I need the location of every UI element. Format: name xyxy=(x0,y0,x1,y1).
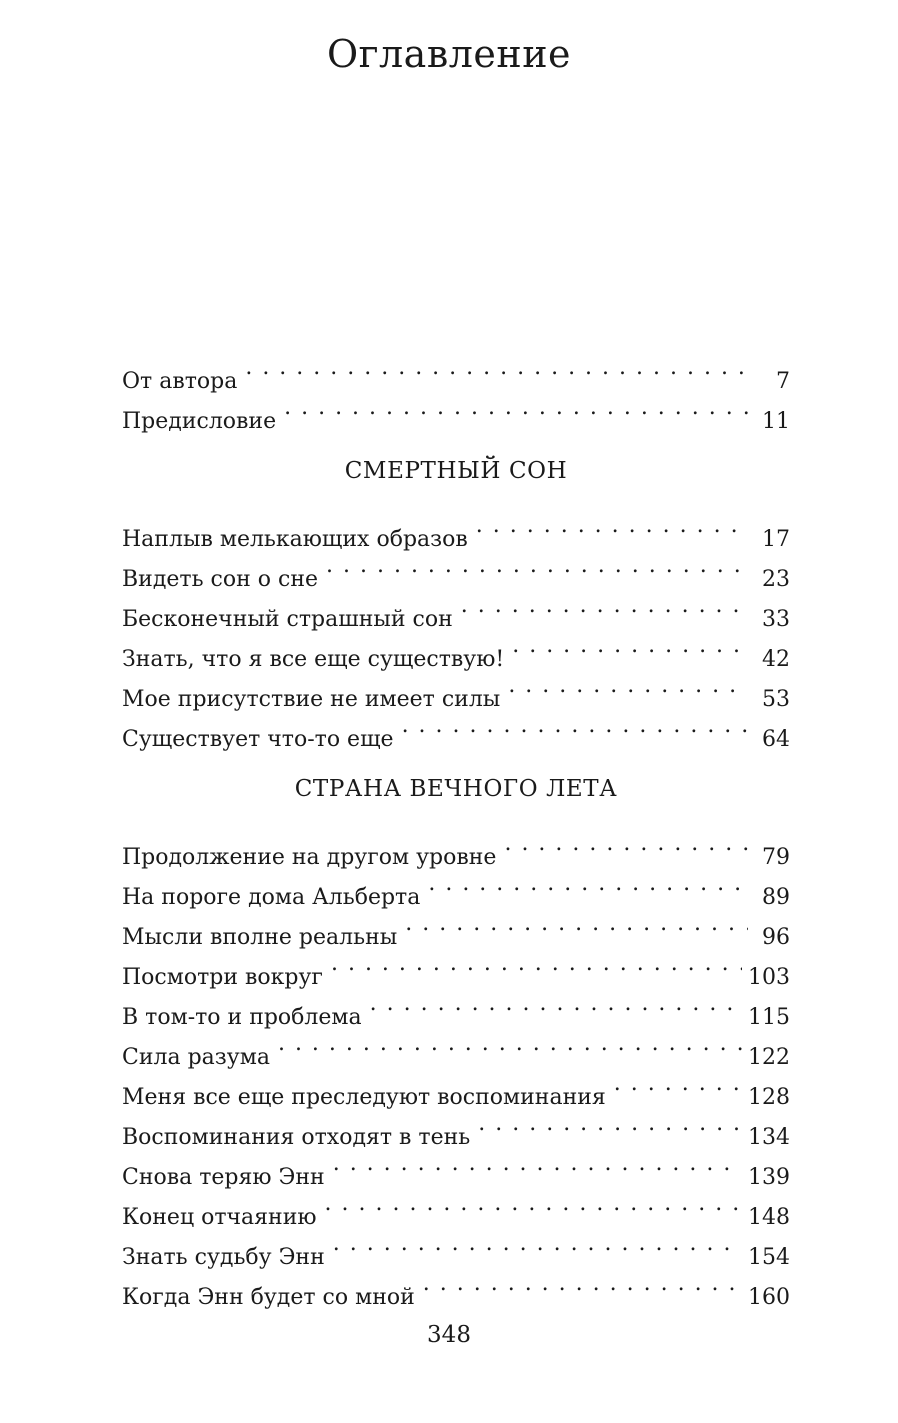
dot-leader xyxy=(333,1144,742,1184)
toc-entry-title: Конец отчаянию xyxy=(122,1205,317,1230)
dot-leader xyxy=(504,824,748,864)
dot-leader xyxy=(333,1224,742,1264)
toc-entry-title: Мое присутствие не имеет силы xyxy=(122,687,501,712)
dot-leader xyxy=(512,626,748,666)
toc-entry[interactable] xyxy=(122,348,790,394)
dot-leader xyxy=(284,388,748,428)
dot-leader xyxy=(423,1264,742,1304)
toc-entry-page: 134 xyxy=(748,1125,790,1150)
dot-leader xyxy=(405,904,748,944)
toc-entry-title: Воспоминания отходят в тень xyxy=(122,1125,471,1150)
toc-entry-title: Существует что-то еще xyxy=(122,727,394,752)
toc-entry-page: 154 xyxy=(748,1245,790,1270)
toc-entry-page: 96 xyxy=(762,925,790,950)
dot-leader xyxy=(402,706,748,746)
toc-entry-title: Предисловие xyxy=(122,409,277,434)
table-of-contents xyxy=(122,348,790,1310)
toc-entry-title: В том-то и проблема xyxy=(122,1005,362,1030)
page-number: 348 xyxy=(427,1322,471,1348)
toc-entry-page: 160 xyxy=(748,1285,790,1310)
toc-entry-title: Бесконечный страшный сон xyxy=(122,607,453,632)
toc-entry-title: Меня все еще преследуют воспоминания xyxy=(122,1085,606,1110)
dot-leader xyxy=(370,984,742,1024)
page-title: Оглавление xyxy=(326,32,572,76)
dot-leader xyxy=(326,546,748,586)
toc-entry-title: Мысли вполне реальны xyxy=(122,925,398,950)
toc-entry-title: Наплыв мелькающих образов xyxy=(122,527,468,552)
toc-entry-title: Продолжение на другом уровне xyxy=(122,845,497,870)
toc-entry-page: 122 xyxy=(748,1045,790,1070)
dot-leader xyxy=(428,864,748,904)
toc-entry-page: 128 xyxy=(748,1085,790,1110)
toc-entry-page: 17 xyxy=(762,527,790,552)
toc-entry-title: Знать судьбу Энн xyxy=(122,1245,325,1270)
toc-entry-page: 148 xyxy=(748,1205,790,1230)
toc-entry-page: 115 xyxy=(748,1005,790,1030)
toc-entry-page: 11 xyxy=(762,409,790,434)
dot-leader xyxy=(476,506,748,546)
dot-leader xyxy=(614,1064,742,1104)
toc-entry-page: 7 xyxy=(776,369,790,394)
toc-entry-page: 103 xyxy=(748,965,790,990)
dot-leader xyxy=(331,944,742,984)
toc-entry-page: 53 xyxy=(762,687,790,712)
toc-entry-title: Сила разума xyxy=(122,1045,270,1070)
toc-entry-page: 64 xyxy=(762,727,790,752)
toc-entry-page: 79 xyxy=(762,845,790,870)
toc-entry[interactable] xyxy=(122,506,790,552)
dot-leader xyxy=(278,1024,742,1064)
toc-entry-title: Знать, что я все еще существую! xyxy=(122,647,505,672)
toc-entry-title: Снова теряю Энн xyxy=(122,1165,325,1190)
toc-entry-page: 23 xyxy=(762,567,790,592)
toc-entry-title: Когда Энн будет со мной xyxy=(122,1285,415,1310)
toc-entry-title: Видеть сон о сне xyxy=(122,567,319,592)
dot-leader xyxy=(325,1184,742,1224)
toc-entry-title: От автора xyxy=(122,369,238,394)
dot-leader xyxy=(508,666,748,706)
dot-leader xyxy=(461,586,748,626)
toc-entry-page: 42 xyxy=(762,647,790,672)
toc-entry[interactable] xyxy=(122,824,790,870)
toc-entry-page: 89 xyxy=(762,885,790,910)
dot-leader xyxy=(245,348,748,388)
toc-entry-title: На пороге дома Альберта xyxy=(122,885,421,910)
section-heading: СТРАНА ВЕЧНОГО ЛЕТА xyxy=(294,776,618,802)
section-heading: СМЕРТНЫЙ СОН xyxy=(344,458,568,484)
toc-entry-title: Посмотри вокруг xyxy=(122,965,323,990)
toc-entry-page: 139 xyxy=(748,1165,790,1190)
toc-entry-page: 33 xyxy=(762,607,790,632)
dot-leader xyxy=(478,1104,742,1144)
